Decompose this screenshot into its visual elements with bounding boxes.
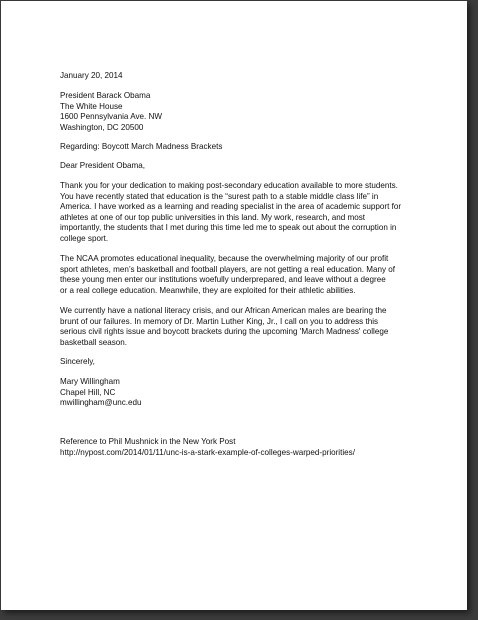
reference-url: http://nypost.com/2014/01/11/unc-is-a-stark-example-of-colleges-warped-priorities/ (60, 447, 355, 457)
paragraph-line: college sport. (60, 233, 109, 243)
signature-location: Chapel Hill, NC (60, 387, 116, 397)
paragraph-line: athletes at one of our top public universities in this land. My work, research, and most (60, 212, 366, 222)
closing-text: Sincerely, (60, 357, 95, 366)
reference-block (60, 437, 412, 458)
paragraph-line: or a real college education. Meanwhile, they are exploited for their athletic abilities. (60, 285, 356, 295)
recipient-line: Washington, DC 20500 (60, 122, 144, 132)
paragraph-line: basketball season. (60, 337, 128, 347)
paragraph-line: sport athletes, men’s basketball and football players, are not getting a real education. Many of (60, 264, 396, 274)
recipient-line: The White House (60, 101, 123, 111)
reference-title: Reference to Phil Mushnick in the New York Post (60, 437, 236, 446)
paragraph-line: The NCAA promotes educational inequality, because the overwhelming majority of our profit (60, 254, 389, 263)
subject-line (60, 142, 412, 153)
paragraph-line: brunt of our failures. In memory of Dr. Martin Luther King, Jr., I call on you to address this (60, 316, 379, 326)
salutation (60, 161, 412, 172)
paragraph-line: You have recently stated that education is the “surest path to a stable middle class life” in (60, 191, 379, 201)
signature-block (60, 377, 412, 409)
closing (60, 357, 412, 368)
paragraph-line: serious civil rights issue and boycott brackets during the upcoming 'March Madness' college (60, 327, 389, 337)
paragraph-line: these young men enter our institutions woefully underprepared, and leave without a degree (60, 275, 386, 285)
letter-page (1, 1, 467, 610)
paragraph-line: importantly, the students that I met during this time led me to speak out about the corruption in (60, 223, 397, 233)
recipient-address (60, 91, 412, 133)
paragraph-line: We currently have a national literacy crisis, and our African American males are bearing the (60, 306, 387, 315)
body-paragraph-3 (60, 306, 412, 348)
recipient-line: President Barack Obama (60, 91, 151, 100)
date-text: January 20, 2014 (60, 71, 123, 80)
body-paragraph-1 (60, 181, 412, 245)
signature-name: Mary Willingham (60, 377, 120, 386)
signature-email: mwillingham@unc.edu (60, 398, 142, 408)
recipient-line: 1600 Pennsylvania Ave. NW (60, 112, 162, 122)
body-paragraph-2 (60, 254, 412, 296)
salutation-text: Dear President Obama, (60, 161, 146, 170)
letter-date (60, 71, 412, 82)
subject-text: Regarding: Boycott March Madness Brackets (60, 142, 223, 151)
paragraph-line: America. I have worked as a learning and reading specialist in the area of academic support for (60, 202, 402, 212)
paragraph-line: Thank you for your dedication to making post-secondary education available to more students. (60, 181, 398, 190)
